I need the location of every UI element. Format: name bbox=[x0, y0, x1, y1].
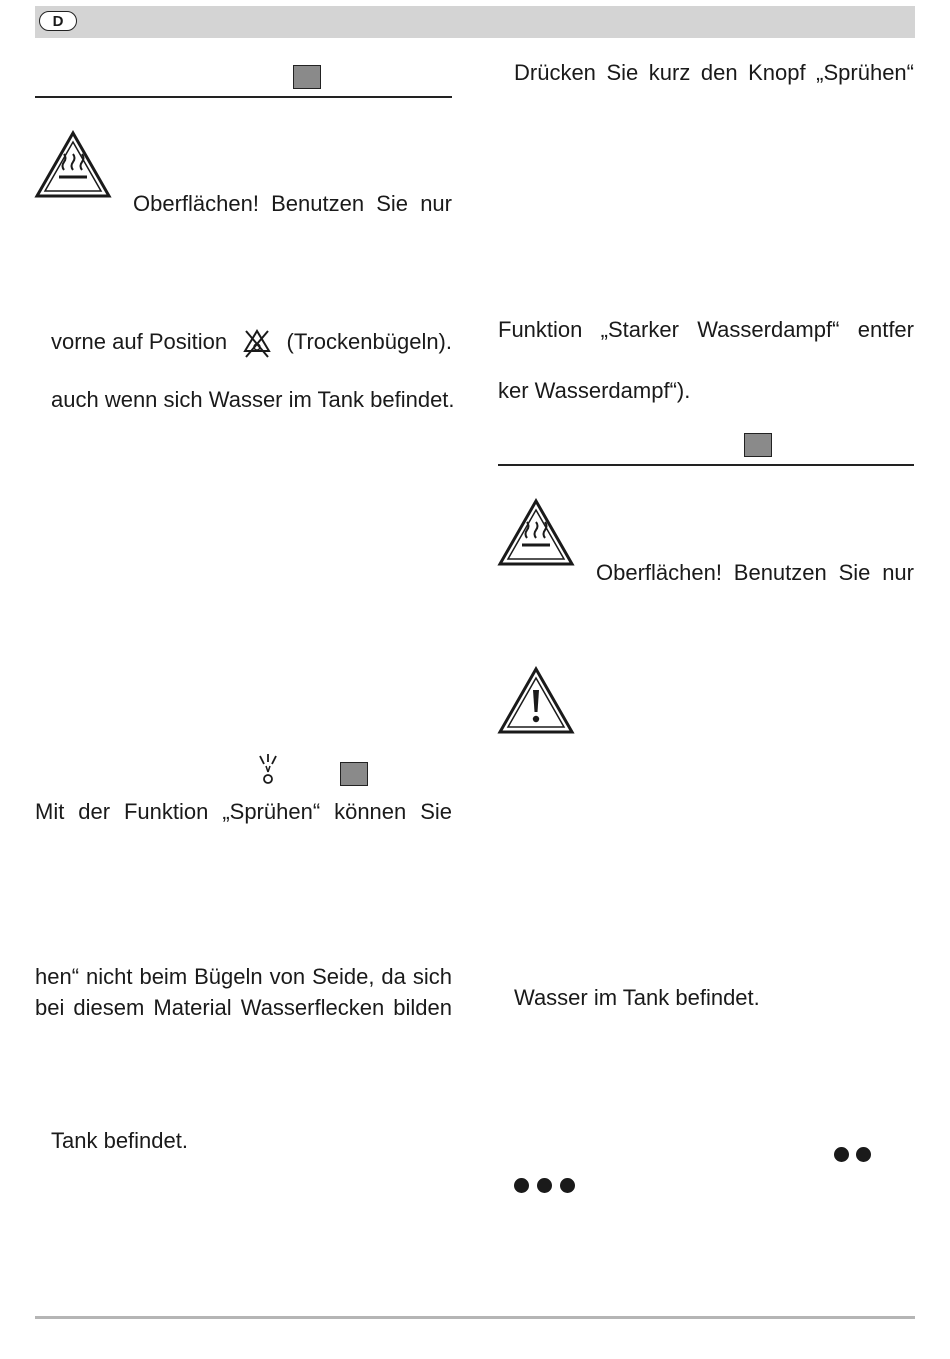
header-bar bbox=[35, 6, 915, 38]
section-marker-square bbox=[744, 433, 772, 457]
strong-steam-line-1: Funktion „Starker Wasserdampf“ entfer bbox=[498, 317, 914, 342]
silk-warning-line-2: bei diesem Material Wasserflecken bilden bbox=[35, 995, 452, 1020]
spray-intro: Mit der Funktion „Sprühen“ können Sie bbox=[35, 799, 452, 824]
temperature-dot bbox=[856, 1147, 871, 1162]
water-tank-line: Wasser im Tank befindet. bbox=[514, 985, 760, 1010]
tank-end-line: Tank befindet. bbox=[51, 1128, 188, 1153]
silk-warning-line-1: hen“ nicht beim Bügeln von Seide, da sich bbox=[35, 964, 452, 989]
dry-ironing-icon bbox=[241, 325, 273, 359]
temperature-dot bbox=[514, 1178, 529, 1193]
press-spray-line: Drücken Sie kurz den Knopf „Sprühen“ bbox=[514, 60, 914, 85]
spray-icon bbox=[256, 752, 280, 786]
section-marker-square bbox=[293, 65, 321, 89]
tank-water-line: auch wenn sich Wasser im Tank befindet. bbox=[51, 387, 455, 412]
general-warning-icon bbox=[497, 666, 575, 736]
dry-position-line bbox=[51, 325, 452, 359]
dry-position-text-before: vorne auf Position bbox=[51, 329, 228, 354]
hot-surface-warning-icon bbox=[497, 498, 575, 568]
hot-surface-warning-icon bbox=[34, 130, 112, 200]
hot-surface-text: Oberflächen! Benutzen Sie nur bbox=[133, 191, 452, 216]
dry-position-text-after: (Trockenbügeln). bbox=[286, 329, 452, 354]
footer-divider bbox=[35, 1316, 915, 1319]
hot-surface-text: Oberflächen! Benutzen Sie nur bbox=[596, 560, 914, 585]
section-divider bbox=[498, 464, 914, 466]
temperature-dot bbox=[834, 1147, 849, 1162]
section-divider bbox=[35, 96, 452, 98]
spray-marker-square bbox=[340, 762, 368, 786]
temperature-dot bbox=[560, 1178, 575, 1193]
language-badge: D bbox=[39, 11, 77, 31]
strong-steam-line-2: ker Wasserdampf“). bbox=[498, 378, 691, 403]
temperature-dot bbox=[537, 1178, 552, 1193]
